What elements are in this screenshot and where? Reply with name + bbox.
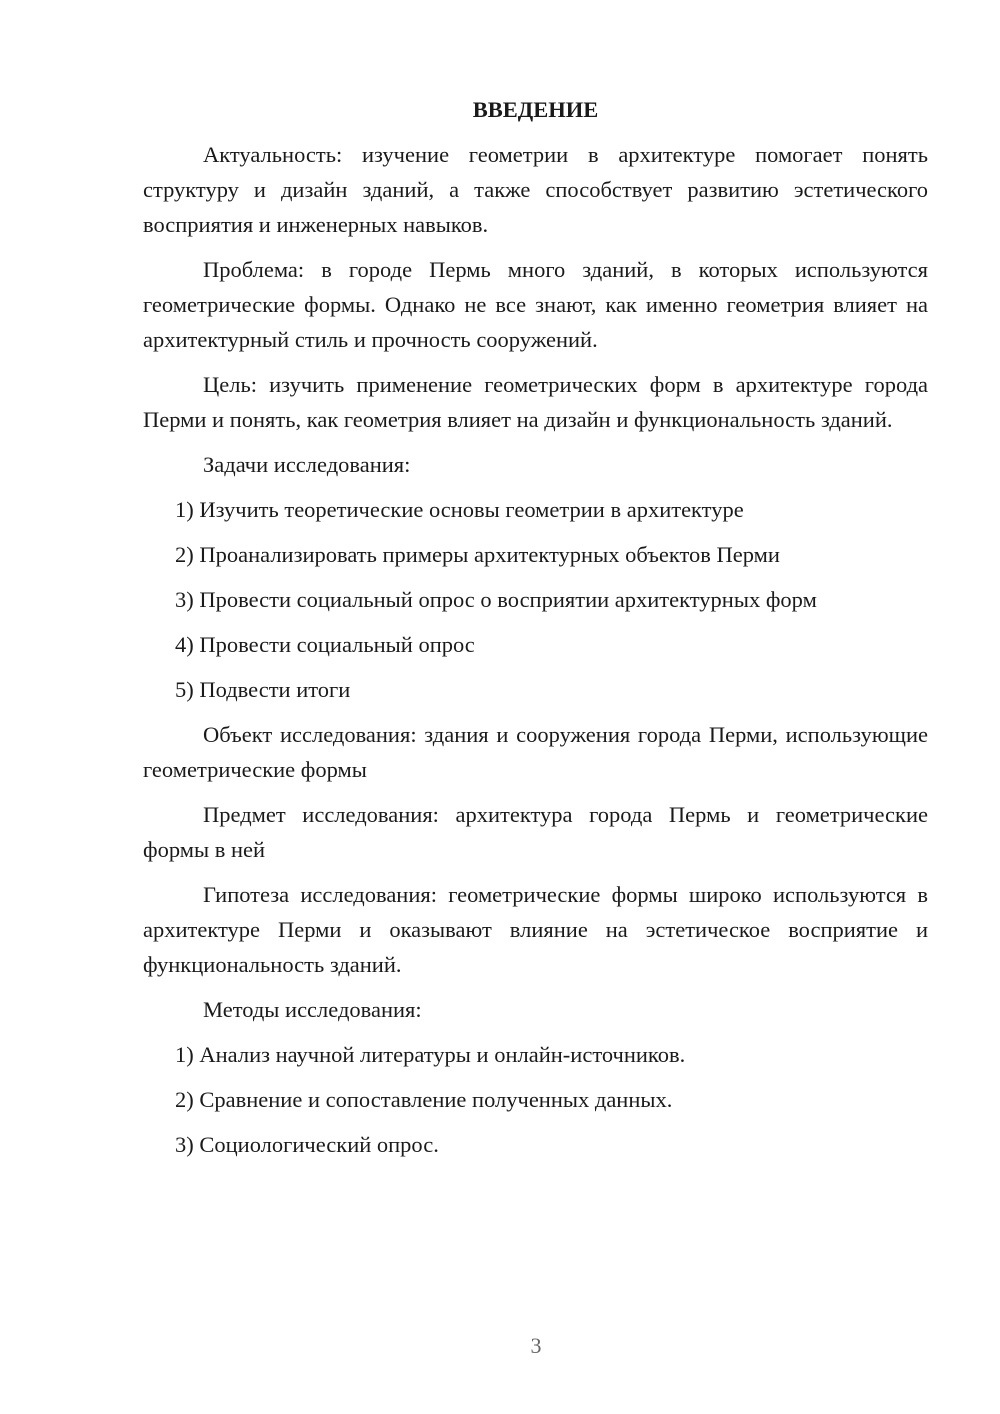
list-item: 1) Изучить теоретические основы геометрии в архитектуре: [175, 497, 744, 522]
tasks-list: [143, 492, 928, 707]
list-item: 2) Сравнение и сопоставление полученных данных.: [175, 1087, 673, 1112]
paragraph-goal: Цель: изучить применение геометрических форм в архитектуре города Перми и понять, как геометрия влияет на дизайн и функциональность зданий.: [143, 372, 928, 432]
list-item: 4) Провести социальный опрос: [175, 632, 475, 657]
methods-heading: Методы исследования:: [203, 997, 422, 1022]
paragraph-hypothesis: Гипотеза исследования: геометрические формы широко используются в архитектуре Перми и оказывают влияние на эстетическое восприятие и функциональность зданий.: [143, 882, 928, 977]
methods-list: [143, 1037, 928, 1162]
paragraph-subject: Предмет исследования: архитектура города Пермь и геометрические формы в ней: [143, 802, 928, 862]
paragraph-relevance: Актуальность: изучение геометрии в архитектуре помогает понять структуру и дизайн зданий, а также способствует развитию эстетического восприятия и инженерных навыков.: [143, 142, 928, 237]
section-title: ВВЕДЕНИЕ: [472, 97, 599, 122]
list-item: 3) Социологический опрос.: [175, 1132, 439, 1157]
paragraph-problem: Проблема: в городе Пермь много зданий, в которых используются геометрические формы. Однако не все знают, как именно геометрия влияет на архитектурный стиль и прочность сооружений.: [143, 257, 928, 352]
tasks-heading: Задачи исследования:: [203, 452, 411, 477]
document-page: [143, 92, 928, 1172]
list-item: 3) Провести социальный опрос о восприятии архитектурных форм: [175, 587, 817, 612]
paragraph-object: Объект исследования: здания и сооружения города Перми, использующие геометрические формы: [143, 722, 928, 782]
list-item: 1) Анализ научной литературы и онлайн-источников.: [175, 1042, 686, 1067]
list-item: 5) Подвести итоги: [175, 677, 351, 702]
page-number: 3: [530, 1333, 542, 1358]
list-item: 2) Проанализировать примеры архитектурных объектов Перми: [175, 542, 780, 567]
